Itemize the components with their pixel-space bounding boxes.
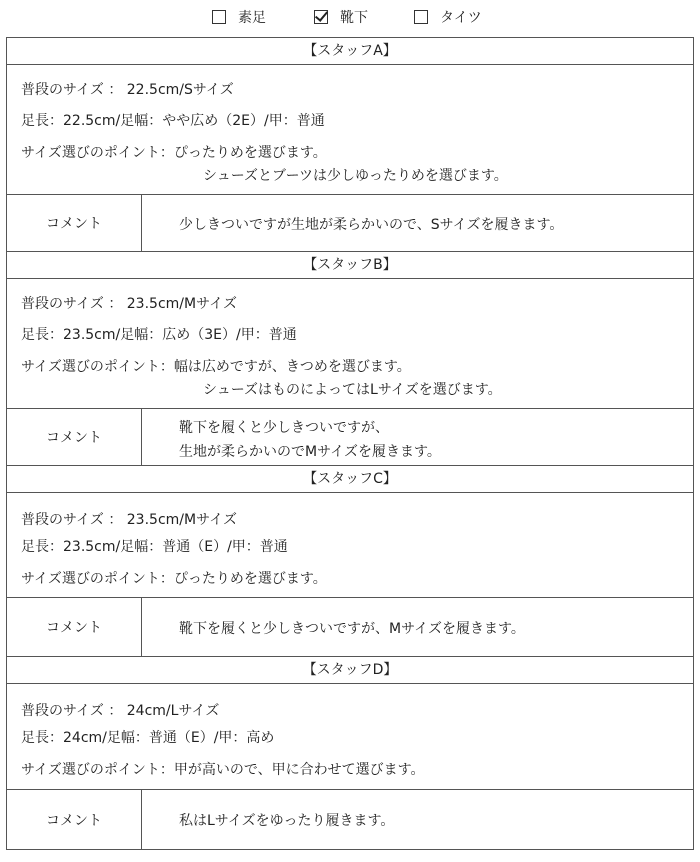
checkbox-checked-icon: [314, 10, 328, 24]
size-point: サイズ選びのポイント：甲が高いので、甲に合わせて選びます。: [21, 762, 425, 778]
comment-label: コメント: [7, 598, 142, 656]
usual-size: 普段のサイズ ： 23.5cm/Mサイズ: [21, 512, 237, 528]
usual-size: 普段のサイズ ： 24cm/Lサイズ: [21, 703, 220, 719]
staff-info: [7, 684, 693, 790]
comment-text: 靴下を履くと少しきついですが、: [179, 420, 389, 436]
staff-title: 【スタッフC】: [7, 466, 693, 493]
comment-text: 少しきついですが生地が柔らかいので、Sサイズを履きます。: [179, 217, 564, 233]
comment-row: [7, 195, 693, 252]
comment-text: 私はLサイズをゆったり履きます。: [179, 813, 395, 829]
legend-item-socks: [314, 7, 368, 27]
legend-label: タイツ: [440, 10, 482, 26]
foot-measurements: 足長：24cm/足幅：普通（E）/甲：高め: [21, 730, 275, 746]
legend-item-tights: [414, 7, 482, 27]
comment-row: [7, 790, 693, 849]
checkbox-unchecked-icon: [212, 10, 226, 24]
staff-title: 【スタッフD】: [7, 657, 693, 684]
staff-info: [7, 279, 693, 409]
comment-row: [7, 598, 693, 657]
foot-measurements: 足長：23.5cm/足幅：広め（3E）/甲：普通: [21, 327, 297, 343]
staff-title: 【スタッフA】: [7, 38, 693, 65]
checkbox-unchecked-icon: [414, 10, 428, 24]
comment-label: コメント: [7, 195, 142, 251]
staff-info: [7, 493, 693, 598]
staff-title: 【スタッフB】: [7, 252, 693, 279]
legend-label: 素足: [238, 10, 266, 26]
size-point: サイズ選びのポイント：幅は広めですが、きつめを選びます。: [21, 359, 411, 375]
legend-label: 靴下: [340, 10, 368, 26]
foot-measurements: 足長：22.5cm/足幅：やや広め（2E）/甲：普通: [21, 113, 325, 129]
comment-text: 生地が柔らかいのでMサイズを履きます。: [179, 444, 441, 460]
size-point: サイズ選びのポイント：ぴったりめを選びます。: [21, 571, 327, 587]
size-point-note: シューズとブーツは少しゆったりめを選びます。: [203, 168, 508, 184]
legend-item-barefoot: [212, 7, 266, 27]
comment-row: [7, 409, 693, 466]
legend: [0, 0, 700, 36]
usual-size: 普段のサイズ ： 22.5cm/Sサイズ: [21, 82, 234, 98]
size-point: サイズ選びのポイント：ぴったりめを選びます。: [21, 145, 327, 161]
staff-size-table: [6, 37, 694, 850]
comment-text: 靴下を履くと少しきついですが、Mサイズを履きます。: [179, 621, 525, 637]
comment-label: コメント: [7, 409, 142, 465]
staff-info: [7, 65, 693, 195]
usual-size: 普段のサイズ ： 23.5cm/Mサイズ: [21, 296, 237, 312]
comment-label: コメント: [7, 790, 142, 849]
size-point-note: シューズはものによってはLサイズを選びます。: [203, 382, 502, 398]
foot-measurements: 足長：23.5cm/足幅：普通（E）/甲：普通: [21, 539, 288, 555]
